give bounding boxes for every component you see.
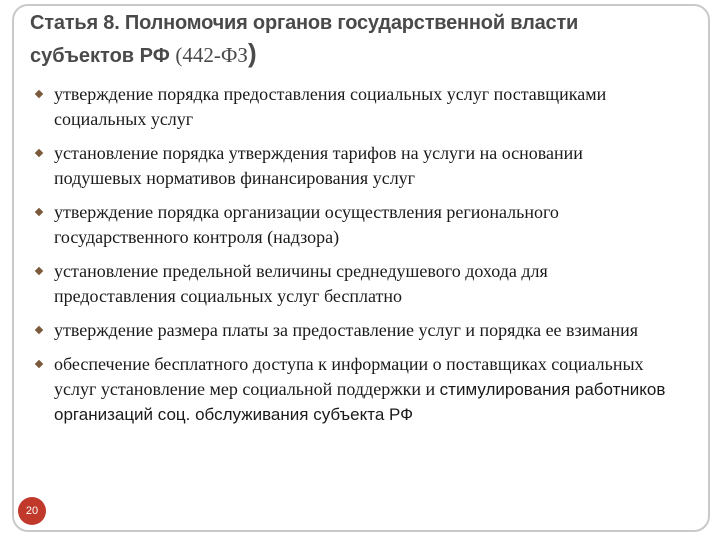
title-line-1: Статья 8. Полномочия органов государственной власти bbox=[30, 12, 579, 34]
bullet-list bbox=[34, 82, 674, 436]
title-line-2 bbox=[30, 38, 670, 71]
list-item bbox=[34, 352, 674, 427]
title-line-2-prefix: субъектов РФ bbox=[30, 45, 176, 67]
title-paren-close: ) bbox=[247, 38, 257, 68]
bullet-diamond-icon bbox=[35, 326, 43, 334]
bullet-diamond-icon bbox=[35, 90, 43, 98]
list-item bbox=[34, 318, 674, 343]
slide-title bbox=[30, 8, 670, 71]
bullet-diamond-icon bbox=[35, 149, 43, 157]
list-item-text: утверждение порядка предоставления социальных услуг поставщиками социальных услуг bbox=[54, 84, 607, 129]
bullet-diamond-icon bbox=[35, 208, 43, 216]
list-item bbox=[34, 82, 674, 132]
list-item bbox=[34, 141, 674, 191]
list-item-text-sans: стимулирования работников организаций соц. обслуживания субъекта РФ bbox=[54, 380, 666, 424]
bullet-diamond-icon bbox=[35, 360, 43, 368]
list-item-text: утверждение порядка организации осуществления регионального государственного контроля (надзора) bbox=[54, 202, 559, 247]
title-law-reference: (442-ФЗ bbox=[175, 43, 248, 67]
page-number-badge: 20 bbox=[18, 497, 46, 525]
list-item-text-serif: обеспечение бесплатного доступа к информации о поставщиках социальных услуг установление мер социальной поддержки и bbox=[54, 354, 644, 399]
list-item-text: утверждение размера платы за предоставление услуг и порядка ее взимания bbox=[54, 320, 639, 340]
bullet-diamond-icon bbox=[35, 267, 43, 275]
list-item bbox=[34, 200, 674, 250]
list-item-text: установление предельной величины среднедушевого дохода для предоставления социальных услуг бесплатно bbox=[54, 261, 548, 306]
list-item bbox=[34, 259, 674, 309]
list-item-text: установление порядка утверждения тарифов на услуги на основании подушевых нормативов финансирования услуг bbox=[54, 143, 583, 188]
